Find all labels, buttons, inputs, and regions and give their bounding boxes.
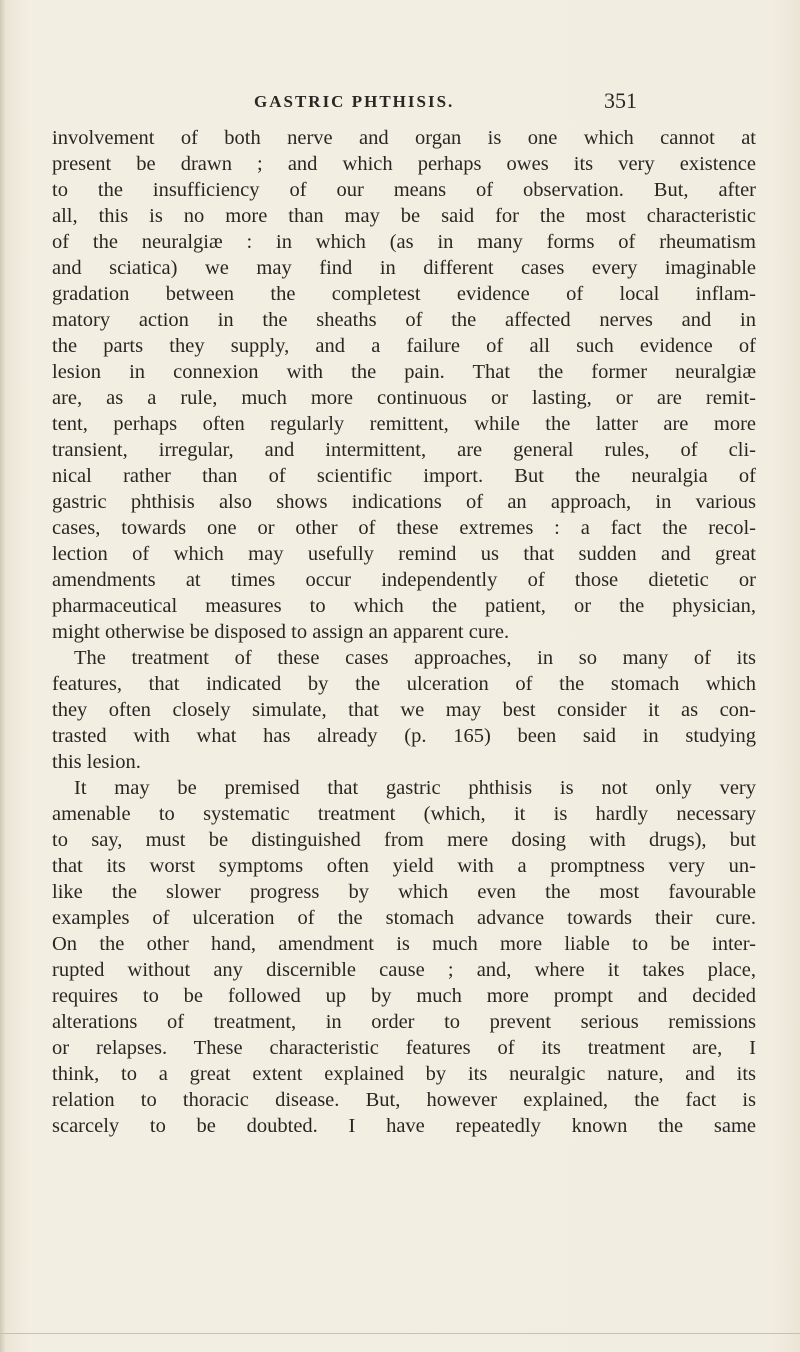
running-title: GASTRIC PHTHISIS. [254,92,455,111]
text-line: transient, irregular, and intermittent, are general rules, of cli- [52,439,756,461]
text-line: lection of which may usefully remind us that sudden and great [52,543,756,565]
text-line: alterations of treatment, in order to prevent serious remissions [52,1011,756,1033]
page-gutter [0,0,6,1352]
text-line: the parts they supply, and a failure of all such evidence of [52,335,756,357]
page-bottom-edge [0,1333,800,1334]
text-line: gastric phthisis also shows indications of an approach, in various [52,491,756,513]
text-line: gradation between the completest evidence of local inflam- [52,283,756,305]
text-line: involvement of both nerve and organ is one which cannot at [52,127,756,149]
text-line: amenable to systematic treatment (which, it is hardly necessary [52,803,756,825]
text-line: cases, towards one or other of these extremes : a fact the recol- [52,517,756,539]
text-line: of the neuralgiæ : in which (as in many forms of rheumatism [52,231,756,253]
text-line: On the other hand, amendment is much more liable to be inter- [52,933,756,955]
text-line: trasted with what has already (p. 165) been said in studying [52,725,756,747]
text-line: to say, must be distinguished from mere dosing with drugs), but [52,829,756,851]
text-line: present be drawn ; and which perhaps owes its very existence [52,153,756,175]
text-line: are, as a rule, much more continuous or lasting, or are remit- [52,387,756,409]
paragraph-start-line: The treatment of these cases approaches, in so many of its [74,647,756,669]
body-text [52,125,756,1139]
text-line: requires to be followed up by much more prompt and decided [52,985,756,1007]
text-line: features, that indicated by the ulceration of the stomach which [52,673,756,695]
page-number: 351 [604,88,637,113]
text-line: lesion in connexion with the pain. That the former neuralgiæ [52,361,756,383]
text-line: pharmaceutical measures to which the patient, or the physician, [52,595,756,617]
text-line: to the insufficiency of our means of observation. But, after [52,179,756,201]
text-line: they often closely simulate, that we may best consider it as con- [52,699,756,721]
text-line: or relapses. These characteristic features of its treatment are, I [52,1037,756,1059]
text-line: examples of ulceration of the stomach advance towards their cure. [52,907,756,929]
text-line: rupted without any discernible cause ; and, where it takes place, [52,959,756,981]
running-head [0,88,800,122]
text-line: amendments at times occur independently of those dietetic or [52,569,756,591]
text-line: think, to a great extent explained by its neuralgic nature, and its [52,1063,756,1085]
paragraph-start-line: It may be premised that gastric phthisis is not only very [74,777,756,799]
text-line: this lesion. [52,751,141,773]
text-line: and sciatica) we may find in different cases every imaginable [52,257,756,279]
text-line: relation to thoracic disease. But, however explained, the fact is [52,1089,756,1111]
text-line: all, this is no more than may be said for the most characteristic [52,205,756,227]
text-line: scarcely to be doubted. I have repeatedly known the same [52,1115,756,1137]
text-line: tent, perhaps often regularly remittent, while the latter are more [52,413,756,435]
text-line: nical rather than of scientific import. But the neuralgia of [52,465,756,487]
text-line: might otherwise be disposed to assign an apparent cure. [52,621,510,643]
text-line: like the slower progress by which even the most favourable [52,881,756,903]
text-line: that its worst symptoms often yield with a promptness very un- [52,855,756,877]
text-line: matory action in the sheaths of the affected nerves and in [52,309,756,331]
